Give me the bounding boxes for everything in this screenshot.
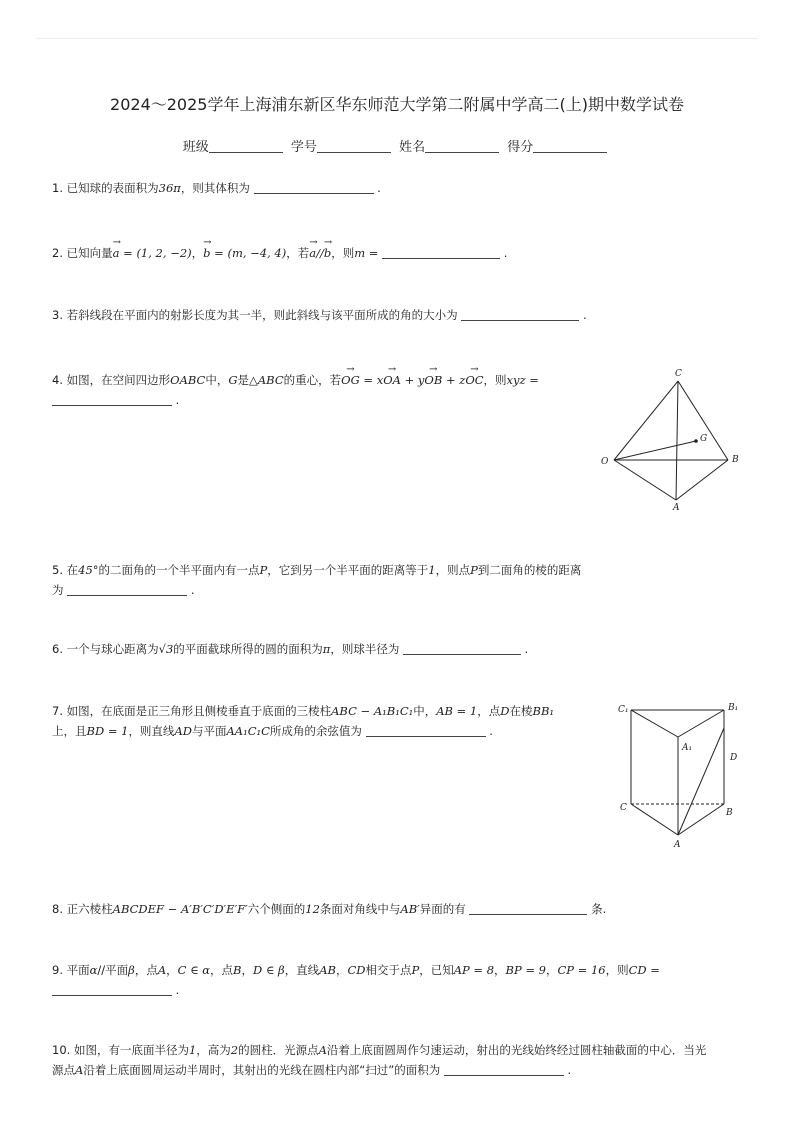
q7-math-d: D — [500, 704, 510, 718]
student-id-label: 学号 — [290, 140, 317, 155]
score-label: 得分 — [507, 140, 534, 155]
q1-answer-blank[interactable] — [254, 181, 374, 194]
q10-text-5: 源点 — [52, 1063, 75, 1077]
q8-text-5: 条. — [591, 902, 607, 916]
edge-ab — [676, 460, 728, 500]
q6-text-3: ，则球半径为 — [330, 642, 400, 656]
question-10 — [52, 1040, 742, 1080]
q4-text-2: 中， — [205, 373, 229, 387]
edge-c1a1 — [631, 710, 678, 737]
label-g: G — [700, 434, 708, 444]
label-c: C — [620, 803, 627, 813]
question-5 — [52, 560, 622, 600]
q2-parallel: // — [316, 246, 324, 260]
q10-math-r: 1 — [188, 1043, 197, 1057]
q7-text-8: 所成角的余弦值为 — [269, 724, 362, 738]
q5-math-p: P — [259, 563, 268, 577]
q10-text-2: ，高为 — [196, 1043, 231, 1057]
q7-text: 7. 如图，在底面是正三角形且侧棱垂直于底面的三棱柱 — [52, 704, 332, 718]
question-6 — [52, 639, 528, 659]
q9-text-2: //平面 — [97, 963, 129, 977]
label-a1: A₁ — [682, 743, 693, 753]
q9-math-bp: BP = 9 — [505, 963, 546, 977]
q9-math-c-in-alpha: C ∈ α — [177, 963, 211, 977]
q9-math-beta: β — [128, 963, 135, 977]
student-id-blank[interactable] — [317, 139, 391, 153]
q9-answer-blank[interactable] — [52, 983, 172, 996]
point-g — [694, 439, 698, 443]
question-3 — [52, 305, 587, 325]
question-9 — [52, 960, 732, 1000]
q9-text-8: ， — [335, 963, 348, 977]
q10-period: . — [567, 1063, 572, 1077]
q4-text-3: 是 — [237, 373, 250, 387]
q2-vector-b-2: → b — [324, 243, 331, 263]
q4-math-xyz: xyz = — [506, 373, 539, 387]
q5-math-deg: 45° — [78, 563, 99, 577]
q9-math-cd: CD — [347, 963, 366, 977]
q7-math-prism: ABC − A₁B₁C₁ — [331, 704, 414, 718]
q7-text-4: 在棱 — [509, 704, 533, 718]
q8-text-4: 异面的有 — [419, 902, 466, 916]
q10-text: 10. 如图，有一底面半径为 — [52, 1043, 189, 1057]
question-2 — [52, 243, 507, 263]
q1-period: . — [377, 181, 381, 195]
q4-vector-oa: → OA — [383, 370, 401, 390]
q8-text-2: 六个侧面的 — [247, 902, 306, 916]
class-blank[interactable] — [209, 139, 283, 153]
label-b: B — [726, 808, 733, 818]
q8-answer-blank[interactable] — [469, 902, 587, 915]
q10-text-6: 沿着上底面圆周运动半周时，其射出的光线在圆柱内部“扫过”的面积为 — [83, 1063, 441, 1077]
edge-cb — [678, 381, 728, 460]
q9-math-a: A — [157, 963, 167, 977]
q7-text-3: ，点 — [477, 704, 501, 718]
q9-text-13: ，则 — [605, 963, 629, 977]
q9-math-cd-eq: CD = — [628, 963, 660, 977]
q9-text: 9. 平面 — [52, 963, 90, 977]
edge-ca — [676, 381, 678, 500]
q4-math-plus-y: + y — [400, 373, 425, 387]
q6-text-2: 的平面截球所得的圆的面积为 — [173, 642, 323, 656]
q9-period: . — [175, 983, 180, 997]
q6-answer-blank[interactable] — [403, 642, 521, 655]
q8-text-3: 条面对角线中与 — [319, 902, 401, 916]
q5-text-3: ，它到另一个半平面的距离等于 — [267, 563, 429, 577]
q2-sep: ， — [191, 246, 204, 260]
q4-vector-og: → OG — [341, 370, 360, 390]
q2-answer-blank[interactable] — [382, 246, 500, 259]
figure-triangular-prism — [612, 698, 752, 853]
q3-period: . — [582, 308, 587, 322]
q7-text-2: 中， — [413, 704, 437, 718]
q7-math-bd: BD = 1 — [86, 724, 129, 738]
q2-math-m: m = — [354, 246, 379, 260]
q9-text-3: ，点 — [134, 963, 158, 977]
edge-a1b1 — [678, 710, 724, 737]
label-a: A — [674, 840, 681, 850]
q8-math-ab: AB′ — [400, 902, 420, 916]
q9-text-6: ， — [241, 963, 253, 977]
q9-text-7: ，直线 — [284, 963, 320, 977]
q5-text-5: 到二面角的棱的距离 — [477, 563, 582, 577]
q9-math-b: B — [233, 963, 242, 977]
q7-math-ab: AB = 1 — [436, 704, 478, 718]
q4-period: . — [175, 393, 180, 407]
label-a: A — [673, 503, 680, 513]
q5-answer-blank[interactable] — [67, 583, 187, 596]
q4-text: 4. 如图，在空间四边形 — [52, 373, 171, 387]
q2-vector-a: → a — [113, 243, 120, 263]
label-c: C — [675, 369, 682, 379]
q2-text: 2. 已知向量 — [52, 246, 113, 260]
top-divider — [36, 38, 758, 39]
q10-math-a-2: A — [75, 1063, 84, 1077]
q4-math-triangle: △ABC — [249, 373, 284, 387]
q5-math-p-2: P — [470, 563, 478, 577]
q4-math-oabc: OABC — [170, 373, 206, 387]
q6-math-sqrt3: √3 — [158, 642, 174, 656]
name-label: 姓名 — [399, 140, 426, 155]
segment-og — [614, 441, 696, 460]
q9-text-4: ， — [166, 963, 178, 977]
q10-math-h: 2 — [230, 1043, 239, 1057]
q1-text: 1. 已知球的表面积为 — [52, 181, 159, 195]
q7-math-ad: AD — [174, 724, 192, 738]
q9-math-ab: AB — [319, 963, 336, 977]
q6-text: 6. 一个与球心距离为 — [52, 642, 159, 656]
q9-text-12: ， — [546, 963, 558, 977]
question-1 — [52, 178, 381, 198]
q8-text: 8. 正六棱柱 — [52, 902, 113, 916]
edge-oa — [614, 460, 676, 500]
q9-math-d-in-beta: D ∈ β — [252, 963, 285, 977]
q2-text-3: ，则 — [331, 246, 355, 260]
q5-period: . — [190, 583, 195, 597]
class-label: 班级 — [182, 140, 209, 155]
question-4 — [52, 370, 592, 410]
q1-text-2: ，则其体积为 — [180, 181, 250, 195]
q4-math-eq: = x — [359, 373, 384, 387]
q9-math-alpha: α — [89, 963, 98, 977]
q5-text-4: ，则点 — [435, 563, 471, 577]
q4-math-g: G — [228, 373, 238, 387]
q7-text-5: 上，且 — [52, 724, 87, 738]
q5-text: 5. 在 — [52, 563, 79, 577]
q10-answer-blank[interactable] — [444, 1063, 564, 1076]
q7-math-plane: AA₁C₁C — [226, 724, 270, 738]
q9-math-ap: AP = 8 — [453, 963, 495, 977]
q2-vector-b: → b — [203, 243, 210, 263]
edge-ca — [631, 804, 678, 835]
q9-text-5: ，点 — [210, 963, 234, 977]
q7-math-bb1: BB₁ — [532, 704, 555, 718]
q4-text-4: 的重心，若 — [283, 373, 342, 387]
q6-math-pi: π — [322, 642, 331, 656]
question-7 — [52, 701, 592, 741]
q2-math-a: = (1, 2, −2) — [119, 246, 192, 260]
q1-math: 36π — [158, 181, 181, 195]
q3-text: 3. 若斜线段在平面内的射影长度为其一半，则此斜线与该平面所成的角的大小为 — [52, 308, 458, 322]
label-b: B — [732, 455, 739, 465]
q2-vector-a-2: → a — [309, 243, 316, 263]
name-blank[interactable] — [425, 139, 499, 153]
q2-text-2: ，若 — [286, 246, 310, 260]
q10-text-4: 沿着上底面圆周作匀速运动，射出的光线始终经过圆柱轴截面的中心．当光 — [326, 1043, 707, 1057]
score-blank[interactable] — [533, 139, 607, 153]
q5-text-2: 的二面角的一个半平面内有一点 — [98, 563, 260, 577]
q4-answer-blank[interactable] — [52, 393, 172, 406]
q10-text-3: 的圆柱．光源点 — [238, 1043, 319, 1057]
q6-period: . — [524, 642, 529, 656]
q4-vector-ob: → OB — [424, 370, 442, 390]
page-title: 2024～2025学年上海浦东新区华东师范大学第二附属中学高二(上)期中数学试卷 — [110, 95, 684, 114]
q7-text-6: ，则直线 — [128, 724, 175, 738]
q3-answer-blank[interactable] — [461, 308, 579, 321]
q7-answer-blank[interactable] — [366, 724, 486, 737]
q9-text-10: ，已知 — [419, 963, 454, 977]
label-c1: C₁ — [618, 705, 629, 715]
q7-period: . — [489, 724, 493, 738]
q2-math-b: = (m, −4, 4) — [210, 246, 287, 260]
student-info-row — [0, 136, 794, 155]
label-d: D — [730, 753, 738, 763]
q9-math-cp: CP = 16 — [557, 963, 606, 977]
label-b1: B₁ — [728, 703, 739, 713]
q9-math-p: P — [411, 963, 420, 977]
q9-text-9: 相交于点 — [365, 963, 412, 977]
q7-text-7: 与平面 — [191, 724, 227, 738]
q4-math-plus-z: + z — [442, 373, 466, 387]
q8-math-12: 12 — [305, 902, 320, 916]
q4-vector-oc: → OC — [465, 370, 483, 390]
edge-oc — [614, 381, 678, 460]
q4-text-5: ，则 — [483, 373, 507, 387]
q2-period: . — [503, 246, 508, 260]
question-8 — [52, 899, 606, 919]
q8-math-hex-prism: ABCDEF − A′B′C′D′E′F′ — [112, 902, 248, 916]
q10-math-a: A — [318, 1043, 327, 1057]
figure-tetrahedron — [596, 364, 746, 514]
q5-math-1: 1 — [428, 563, 436, 577]
q5-text-6: 为 — [52, 583, 64, 597]
q9-text-11: ， — [494, 963, 506, 977]
label-o: O — [601, 457, 609, 467]
